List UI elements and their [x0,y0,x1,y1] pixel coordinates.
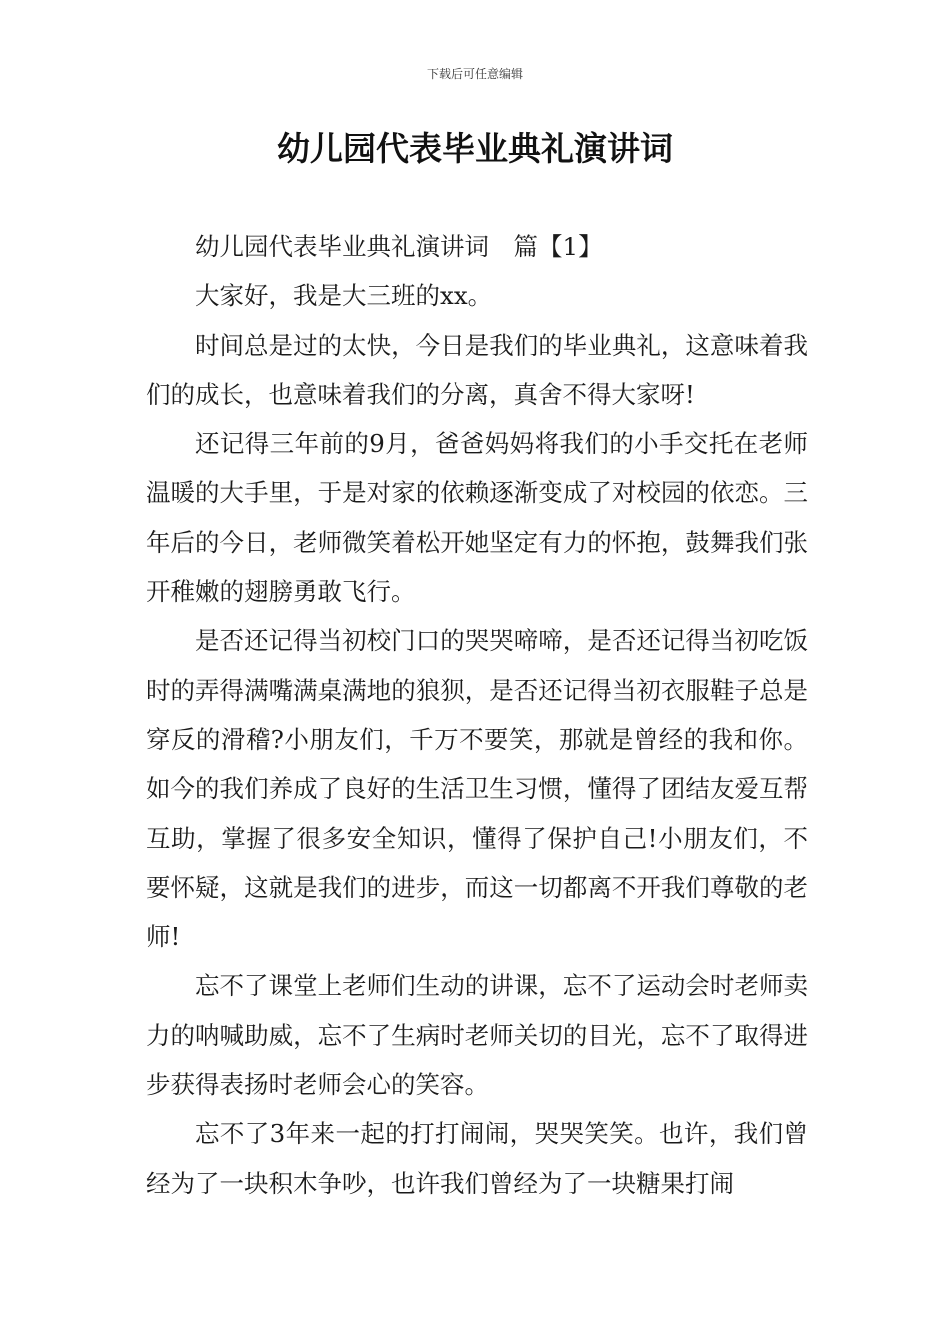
document-body [146,222,808,1208]
document-title: 幼儿园代表毕业典礼演讲词 [277,129,673,168]
paragraph: 时间总是过的太快，今日是我们的毕业典礼，这意味着我们的成长，也意味着我们的分离，真舍不得大家呀! [146,330,808,409]
section-heading: 幼儿园代表毕业典礼演讲词 篇【1】 [195,232,603,261]
paragraph: 忘不了课堂上老师们生动的讲课，忘不了运动会时老师卖力的呐喊助威，忘不了生病时老师关切的目光，忘不了取得进步获得表扬时老师会心的笑容。 [146,971,808,1100]
paragraph-greeting: 大家好，我是大三班的xx。 [195,281,493,311]
paragraph: 忘不了3年来一起的打打闹闹，哭哭笑笑。也许，我们曾经为了一块积木争吵，也许我们曾经为了一块糖果打闹 [146,1119,808,1198]
paragraph: 还记得三年前的9月，爸爸妈妈将我们的小手交托在老师温暖的大手里，于是对家的依赖逐渐变成了对校园的依恋。三年后的今日，老师微笑着松开她坚定有力的怀抱，鼓舞我们张开稚嫩的翅膀勇敢飞行。 [146,429,808,607]
header-note: 下载后可任意编辑 [426,67,523,81]
paragraph: 是否还记得当初校门口的哭哭啼啼，是否还记得当初吃饭时的弄得满嘴满桌满地的狼狈，是否还记得当初衣服鞋子总是穿反的滑稽?小朋友们，千万不要笑，那就是曾经的我和你。如今的我们养成了良好的生活卫生习惯，懂得了团结友爱互帮互助，掌握了很多安全知识，懂得了保护自己!小朋友们，不要怀疑，这就是我们的进步，而这一切都离不开我们尊敬的老师! [146,626,808,952]
